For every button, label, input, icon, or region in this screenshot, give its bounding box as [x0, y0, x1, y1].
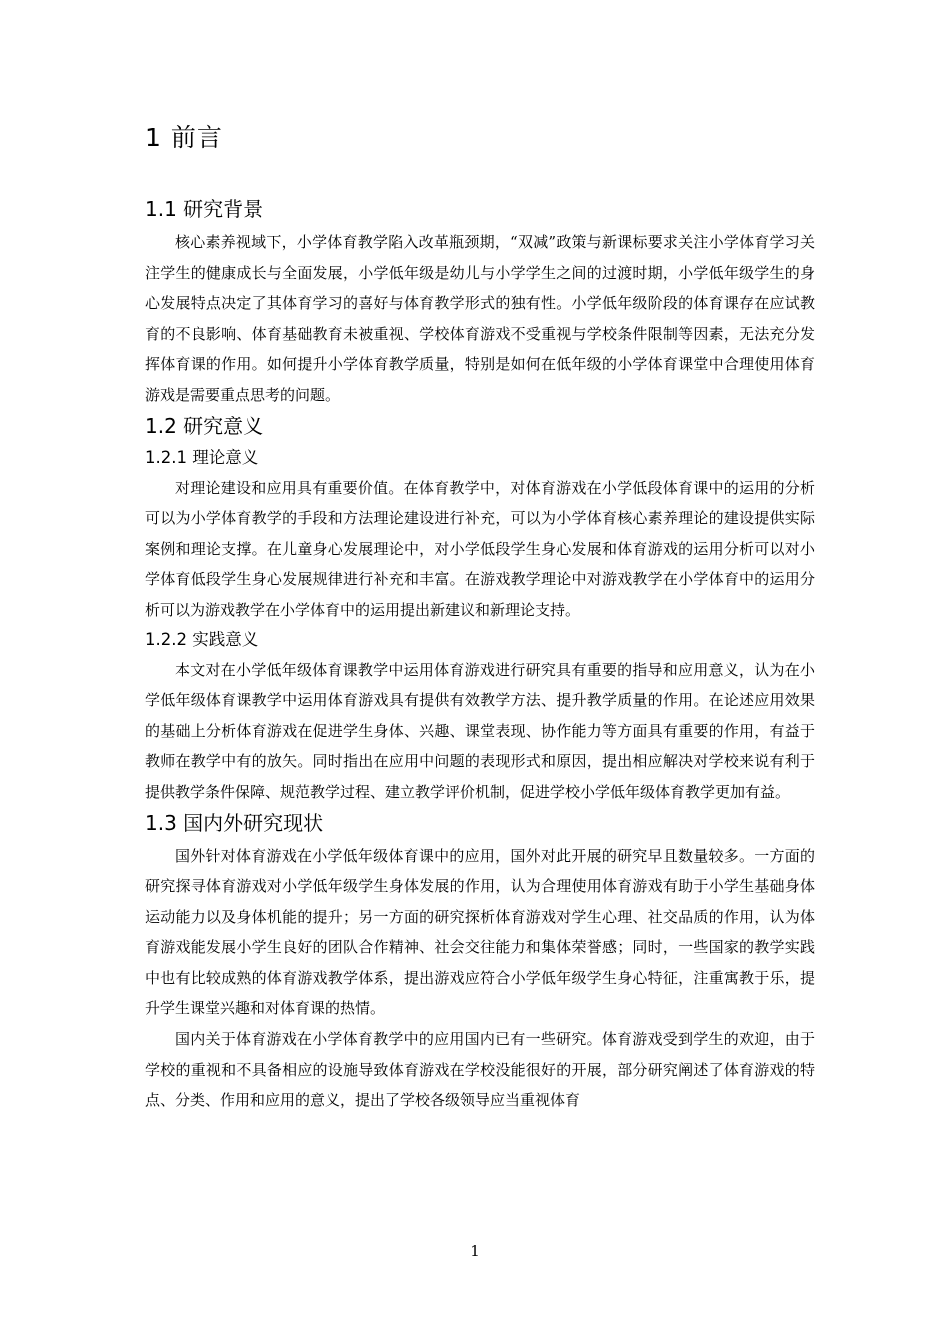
subsection-practical-significance [145, 626, 815, 808]
section-research-significance [145, 411, 815, 808]
paragraph: 国外针对体育游戏在小学低年级体育课中的应用，国外对此开展的研究早且数量较多。一方面的研究探寻体育游戏对小学低年级学生身体发展的作用，认为合理使用体育游戏有助于小学生基础身体运动能力以及身体机能的提升；另一方面的研究探析体育游戏对学生心理、社交品质的作用，认为体育游戏能发展小学生良好的团队合作精神、社会交往能力和集体荣誉感；同时，一些国家的教学实践中也有比较成熟的体育游戏教学体系，提出游戏应符合小学低年级学生身心特征，注重寓教于乐，提升学生课堂兴趣和对体育课的热情。 [145, 846, 815, 1018]
subsection-heading: 1.2.2 实践意义 [145, 629, 259, 649]
paragraph: 国内关于体育游戏在小学体育教学中的应用国内已有一些研究。体育游戏受到学生的欢迎，由于学校的重视和不具备相应的设施导致体育游戏在学校没能很好的开展，部分研究阐述了体育游戏的特点、分类、作用和应用的意义，提出了学校各级领导应当重视体育 [145, 1030, 815, 1110]
section-heading: 1.2 研究意义 [145, 413, 264, 438]
section-heading: 1.3 国内外研究现状 [145, 810, 324, 835]
page-number: 1 [470, 1242, 480, 1260]
subsection-theoretical-significance [145, 444, 815, 626]
section-research-background [145, 194, 815, 411]
paragraph: 本文对在小学低年级体育课教学中运用体育游戏进行研究具有重要的指导和应用意义，认为在小学低年级体育课教学中运用体育游戏具有提供有效教学方法、提升教学质量的作用。在论述应用效果的基础上分析体育游戏在促进学生身体、兴趣、课堂表现、协作能力等方面具有重要的作用，有益于教师在教学中有的放矢。同时指出在应用中问题的表现形式和原因，提出相应解决对学校来说有利于提供教学条件保障、规范教学过程、建立教学评价机制，促进学校小学低年级体育教学更加有益。 [145, 660, 815, 801]
section-research-status [145, 808, 815, 1116]
subsection-heading: 1.2.1 理论意义 [145, 447, 259, 467]
section-heading: 1.1 研究背景 [145, 197, 264, 221]
paragraph: 核心素养视域下，小学体育教学陷入改革瓶颈期，“双减”政策与新课标要求关注小学体育学习关注学生的健康成长与全面发展，小学低年级是幼儿与小学学生之间的过渡时期，小学低年级学生的身心发展特点决定了其体育学习的喜好与体育教学形式的独有性。小学低年级阶段的体育课存在应试教育的不良影响、体育基础教育未被重视、学校体育游戏不受重视与学校条件限制等因素，无法充分发挥体育课的作用。如何提升小学体育教学质量，特别是如何在低年级的小学体育课堂中合理使用体育游戏是需要重点思考的问题。 [145, 233, 815, 404]
paragraph: 对理论建设和应用具有重要价值。在体育教学中，对体育游戏在小学低段体育课中的运用的分析可以为小学体育教学的手段和方法理论建设进行补充，可以为小学体育核心素养理论的建设提供实际案例和理论支撑。在儿童身心发展理论中，对小学低段学生身心发展和体育游戏的运用分析可以对小学体育低段学生身心发展规律进行补充和丰富。在游戏教学理论中对游戏教学在小学体育中的运用分析可以为游戏教学在小学体育中的运用提出新建议和新理论支持。 [145, 478, 815, 619]
page-body [145, 118, 815, 1116]
chapter-title: 1 前言 [145, 123, 223, 152]
